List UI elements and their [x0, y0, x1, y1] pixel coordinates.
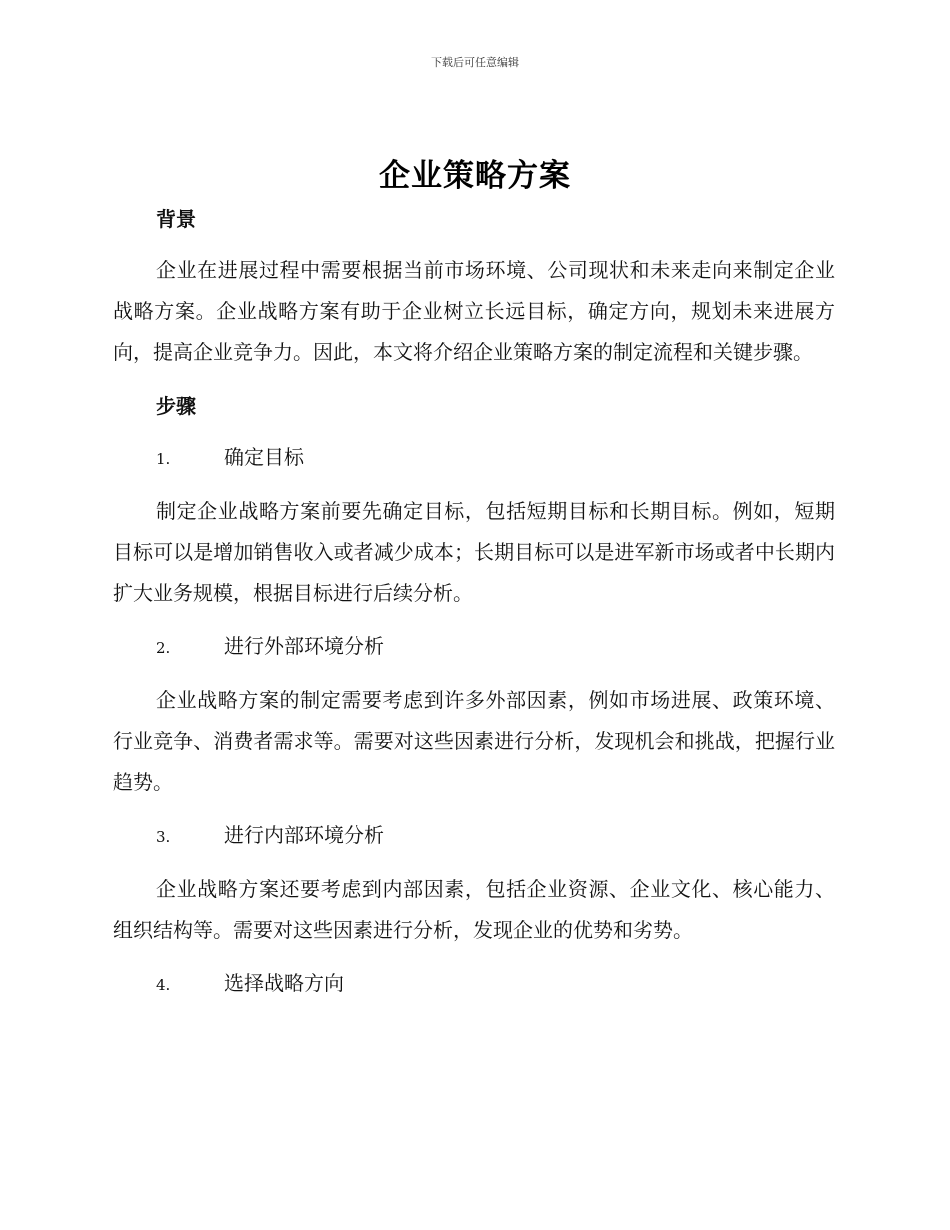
header-note: 下载后可任意编辑: [431, 56, 519, 69]
section-background: [113, 200, 835, 373]
page-title: 企业策略方案: [379, 158, 571, 194]
step-label: 确定目标: [224, 445, 304, 469]
section-heading-background: 背景: [156, 207, 196, 231]
step-label: 选择战略方向: [224, 971, 344, 995]
step-paragraph: 企业战略方案的制定需要考虑到许多外部因素，例如市场进展、政策环境、行业竞争、消费者需求等。需要对这些因素进行分析，发现机会和挑战，把握行业趋势。: [113, 688, 835, 794]
step-label: 进行内部环境分析: [224, 823, 384, 847]
step-number: 2.: [156, 639, 171, 657]
step-item-2: [113, 626, 835, 803]
section-steps: [113, 387, 835, 1005]
step-number: 3.: [156, 828, 171, 846]
step-paragraph: 制定企业战略方案前要先确定目标，包括短期目标和长期目标。例如，短期目标可以是增加销售收入或者减少成本；长期目标可以是进军新市场或者中长期内扩大业务规模，根据目标进行后续分析。: [113, 499, 835, 605]
document-body: [113, 200, 835, 1005]
step-label: 进行外部环境分析: [224, 634, 384, 658]
background-paragraph: 企业在进展过程中需要根据当前市场环境、公司现状和未来走向来制定企业战略方案。企业战略方案有助于企业树立长远目标，确定方向，规划未来进展方向，提高企业竞争力。因此，本文将介绍企业策略方案的制定流程和关键步骤。: [113, 258, 835, 364]
step-item-1: [113, 437, 835, 614]
step-paragraph: 企业战略方案还要考虑到内部因素，包括企业资源、企业文化、核心能力、组织结构等。需要对这些因素进行分析，发现企业的优势和劣势。: [113, 877, 835, 942]
step-number: 4.: [156, 976, 171, 994]
step-item-4: [113, 963, 835, 1005]
step-number: 1.: [156, 450, 171, 468]
section-heading-steps: 步骤: [156, 394, 196, 418]
step-item-3: [113, 815, 835, 951]
